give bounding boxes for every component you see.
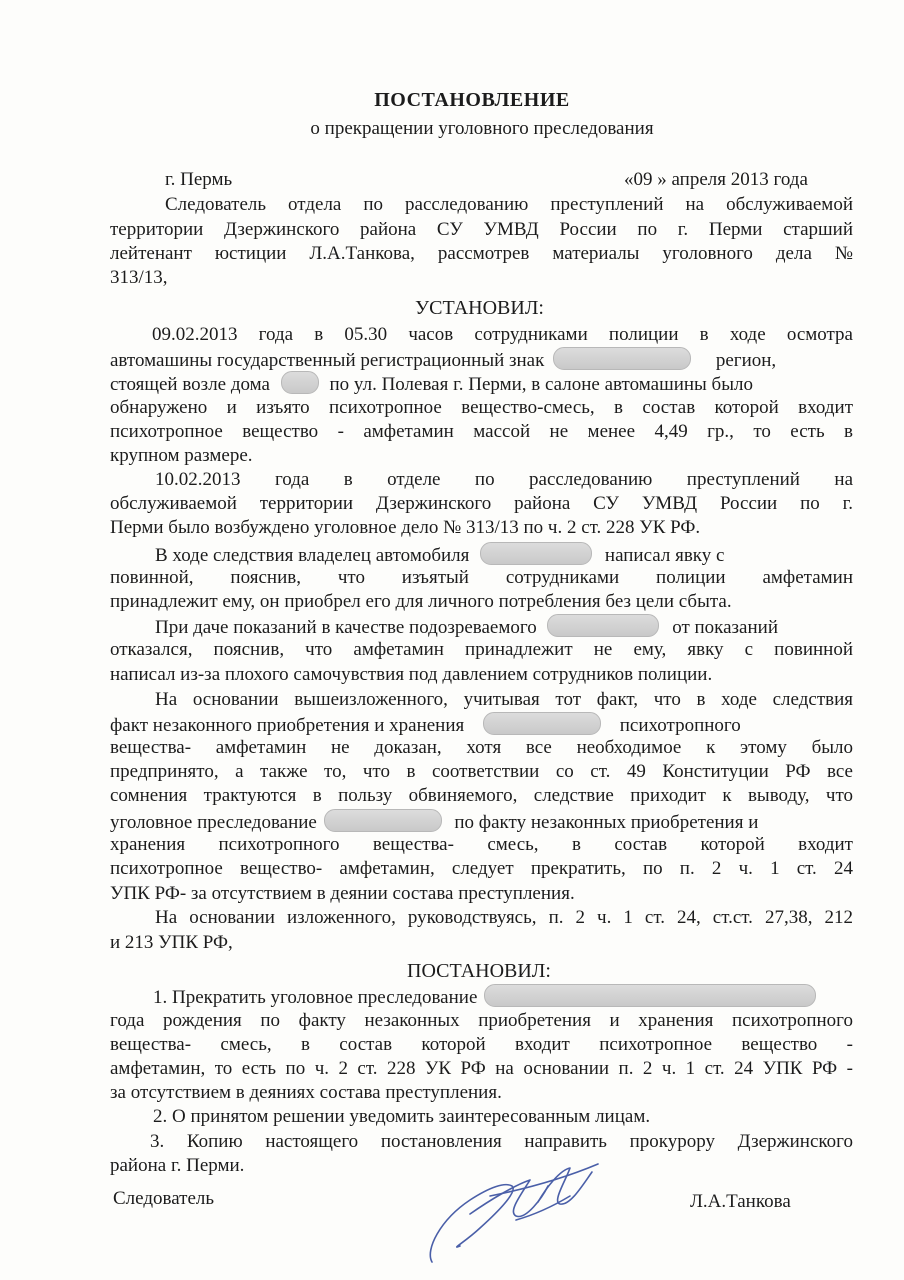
paragraph-line: и 213 УПК РФ,	[110, 932, 233, 953]
paragraph-line: На основании изложенного, руководствуясь, п. 2 ч. 1 ст. 24, ст.ст. 27,38, 212	[155, 907, 853, 928]
resolution-line: амфетамин, то есть по ч. 2 ст. 228 УК РФ на основании п. 2 ч. 1 ст. 24 УПК РФ -	[110, 1058, 853, 1079]
redacted-plate-number	[553, 347, 691, 370]
resolution-line: года рождения по факту незаконных приобретения и хранения психотропного	[110, 1010, 853, 1031]
redacted-suspect-name	[547, 614, 659, 637]
paragraph-line: 09.02.2013 года в 05.30 часов сотрудниками полиции в ходе осмотра	[152, 324, 853, 345]
paragraph-line: хранения психотропного вещества- смесь, в состав которой входит	[110, 834, 853, 855]
paragraph-line: предпринято, а также то, что в соответствии со ст. 49 Конституции РФ все	[110, 761, 853, 782]
resolution-item: 3. Копию настоящего постановления направить прокурору Дзержинского	[150, 1131, 853, 1152]
paragraph-line: При даче показаний в качестве подозреваемого от показаний	[155, 614, 778, 640]
paragraph-line: уголовное преследование по факту незаконных приобретения и	[110, 809, 758, 835]
paragraph-line: Перми было возбуждено уголовное дело № 313/13 по ч. 2 ст. 228 УК РФ.	[110, 517, 701, 538]
redacted-name	[324, 809, 442, 832]
signer-name: Л.А.Танкова	[690, 1191, 791, 1212]
paragraph-line: В ходе следствия владелец автомобиля написал явку с	[155, 542, 724, 568]
document-subtitle: о прекращении уголовного преследования	[310, 118, 654, 139]
paragraph-line: написал из-за плохого самочувствия под давлением сотрудников полиции.	[110, 664, 713, 685]
paragraph-line: обнаружено и изъято психотропное вещество-смесь, в состав которой входит	[110, 397, 853, 418]
paragraph-line: отказался, пояснив, что амфетамин принадлежит не ему, явку с повинной	[110, 639, 853, 660]
intro-line: территории Дзержинского района СУ УМВД России по г. Перми старший	[110, 219, 853, 240]
intro-line: лейтенант юстиции Л.А.Танкова, рассмотрев материалы уголовного дела №	[110, 243, 853, 264]
paragraph-line: автомашины государственный регистрационный знак регион,	[110, 347, 776, 373]
redacted-name	[483, 712, 601, 735]
paragraph-line: психотропное вещество- амфетамин, следует прекратить, по п. 2 ч. 1 ст. 24	[110, 858, 853, 879]
paragraph-line: УПК РФ- за отсутствием в деянии состава преступления.	[110, 883, 575, 904]
city: г. Пермь	[165, 169, 233, 190]
paragraph-line: принадлежит ему, он приобрел его для личного потребления без цели сбыта.	[110, 591, 732, 612]
document-title: ПОСТАНОВЛЕНИЕ	[374, 89, 570, 111]
redacted-house-number	[281, 371, 319, 394]
resolution-item: 2. О принятом решении уведомить заинтересованным лицам.	[153, 1106, 651, 1127]
resolved-heading: ПОСТАНОВИЛ:	[407, 960, 551, 982]
signature-role: Следователь	[113, 1188, 215, 1209]
paragraph-line: На основании вышеизложенного, учитывая тот факт, что в ходе следствия	[155, 689, 853, 710]
resolution-item: 1. Прекратить уголовное преследование	[153, 984, 816, 1010]
paragraph-line: психотропное вещество - амфетамин массой не менее 4,49 гр., то есть в	[110, 421, 853, 442]
paragraph-line: факт незаконного приобретения и хранения психотропного	[110, 712, 741, 738]
handwritten-signature	[420, 1150, 610, 1270]
paragraph-line: 10.02.2013 года в отделе по расследованию преступлений на	[155, 469, 853, 490]
paragraph-line: сомнения трактуются в пользу обвиняемого, следствие приходит к выводу, что	[110, 785, 853, 806]
paragraph-line: повинной, пояснив, что изъятый сотрудниками полиции амфетамин	[110, 567, 853, 588]
redacted-owner-name	[480, 542, 592, 565]
resolution-line: за отсутствием в деяниях состава преступления.	[110, 1082, 502, 1103]
paragraph-line: вещества- амфетамин не доказан, хотя все необходимое к этому было	[110, 737, 853, 758]
document-date: «09 » апреля 2013 года	[624, 169, 808, 190]
paragraph-line: обслуживаемой территории Дзержинского района СУ УМВД России по г.	[110, 493, 853, 514]
resolution-line: вещества- смесь, в состав которой входит психотропное вещество -	[110, 1034, 853, 1055]
intro-line: 313/13,	[110, 267, 168, 288]
resolution-line: района г. Перми.	[110, 1155, 245, 1176]
redacted-full-name	[484, 984, 816, 1007]
intro-line: Следователь отдела по расследованию преступлений на обслуживаемой	[165, 194, 853, 215]
established-heading: УСТАНОВИЛ:	[415, 297, 544, 319]
paragraph-line: стоящей возле дома по ул. Полевая г. Перми, в салоне автомашины было	[110, 371, 753, 397]
paragraph-line: крупном размере.	[110, 445, 253, 466]
